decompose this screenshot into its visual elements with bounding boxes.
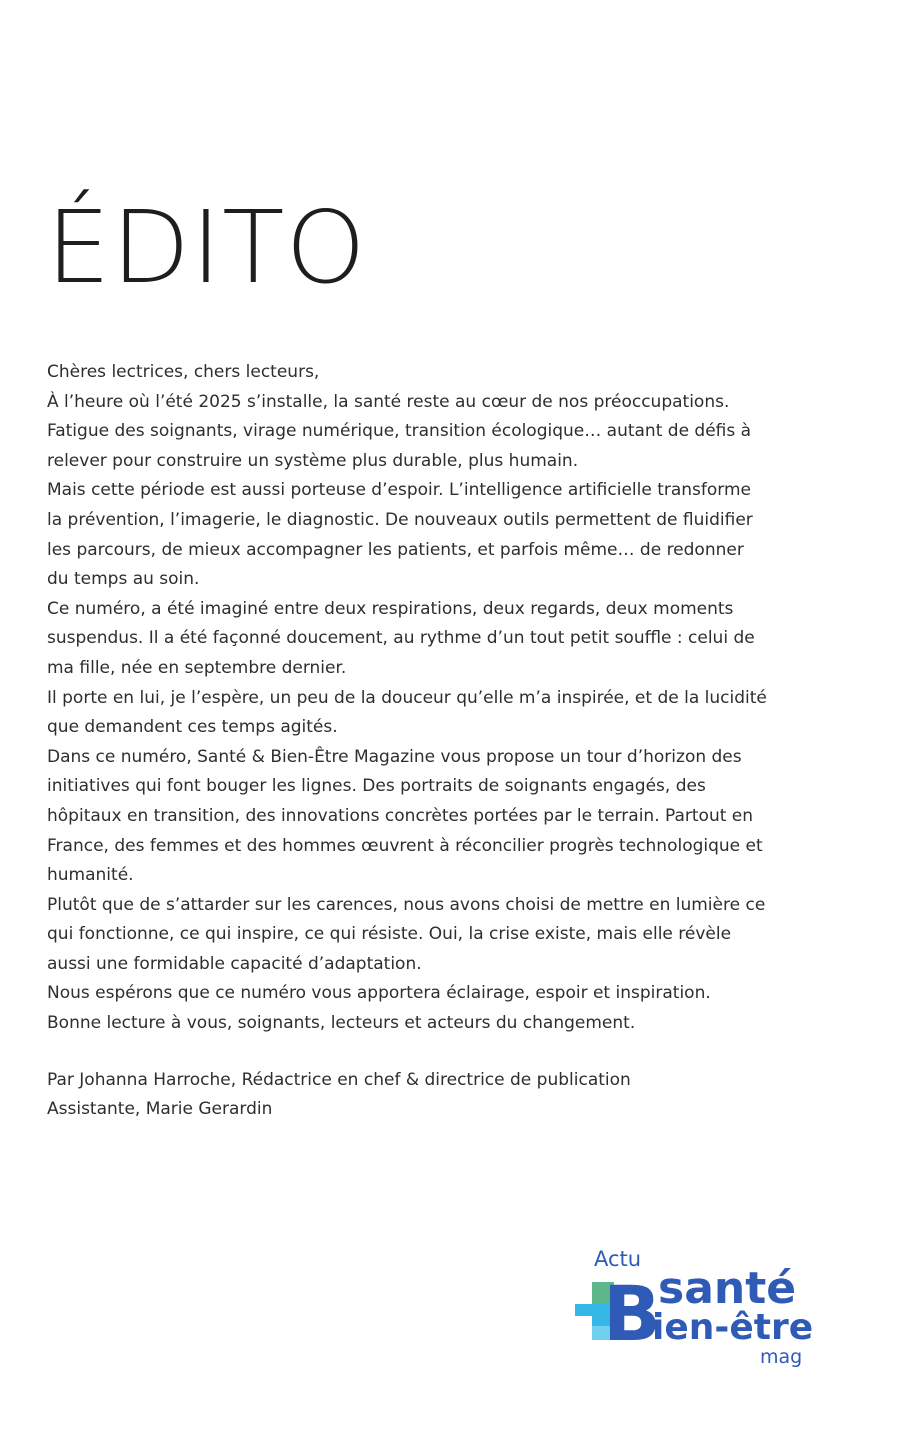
paragraph: Il porte en lui, je l’espère, un peu de la douceur qu’elle m’a inspirée, et de la lucidité que demandent ces temps agités. [47, 687, 767, 738]
paragraph: Ce numéro, a été imaginé entre deux respirations, deux regards, deux moments suspendus. Il a été façonné doucement, au rythme d’un tout petit souffle : celui de ma fille, née en septembre dernier. [47, 598, 755, 678]
logo-square-cyan-small [575, 1304, 592, 1316]
paragraph: Plutôt que de s’attarder sur les carences, nous avons choisi de mettre en lumière ce qui fonctionne, ce qui inspire, ce qui résiste. Oui, la crise existe, mais elle révèle aussi une formidable capacité d’adaptation. [47, 894, 766, 974]
edito-body [47, 358, 767, 1039]
logo-bien-etre: ien-être [652, 1307, 814, 1348]
logo-b: B [603, 1269, 661, 1358]
byline-block [47, 1066, 767, 1123]
byline-author: Par Johanna Harroche, Rédactrice en chef & directrice de publication [47, 1070, 631, 1090]
page-title: ÉDITO [46, 189, 367, 306]
logo-actu: Actu [594, 1247, 642, 1271]
paragraph: Chères lectrices, chers lecteurs, [47, 362, 320, 382]
paragraph: Nous espérons que ce numéro vous apportera éclairage, espoir et inspiration. [47, 983, 711, 1004]
logo-mag: mag [760, 1346, 803, 1368]
paragraph: À l’heure où l’été 2025 s’installe, la santé reste au cœur de nos préoccupations. Fatigue des soignants, virage numérique, transition écologique… autant de défis à relever pour construire un système plus durable, plus humain. [47, 391, 752, 471]
logo-sante: santé [658, 1263, 797, 1314]
byline-assistant: Assistante, Marie Gerardin [47, 1098, 273, 1119]
paragraph: Mais cette période est aussi porteuse d’espoir. L’intelligence artificielle transforme la prévention, l’imagerie, le diagnostic. De nouveaux outils permettent de fluidifier les parcours, de mieux accompagner les patients, et parfois même… de redonner du temps au soin. [47, 480, 753, 590]
magazine-logo [570, 1240, 820, 1370]
paragraph: Dans ce numéro, Santé & Bien-Être Magazine vous propose un tour d’horizon des initiatives qui font bouger les lignes. Des portraits de soignants engagés, des hôpitaux en transition, des innovations concrètes portées par le terrain. Partout en France, des femmes et des hommes œuvrent à réconcilier progrès technologique et humanité. [47, 746, 763, 886]
paragraph: Bonne lecture à vous, soignants, lecteurs et acteurs du changement. [47, 1013, 636, 1034]
